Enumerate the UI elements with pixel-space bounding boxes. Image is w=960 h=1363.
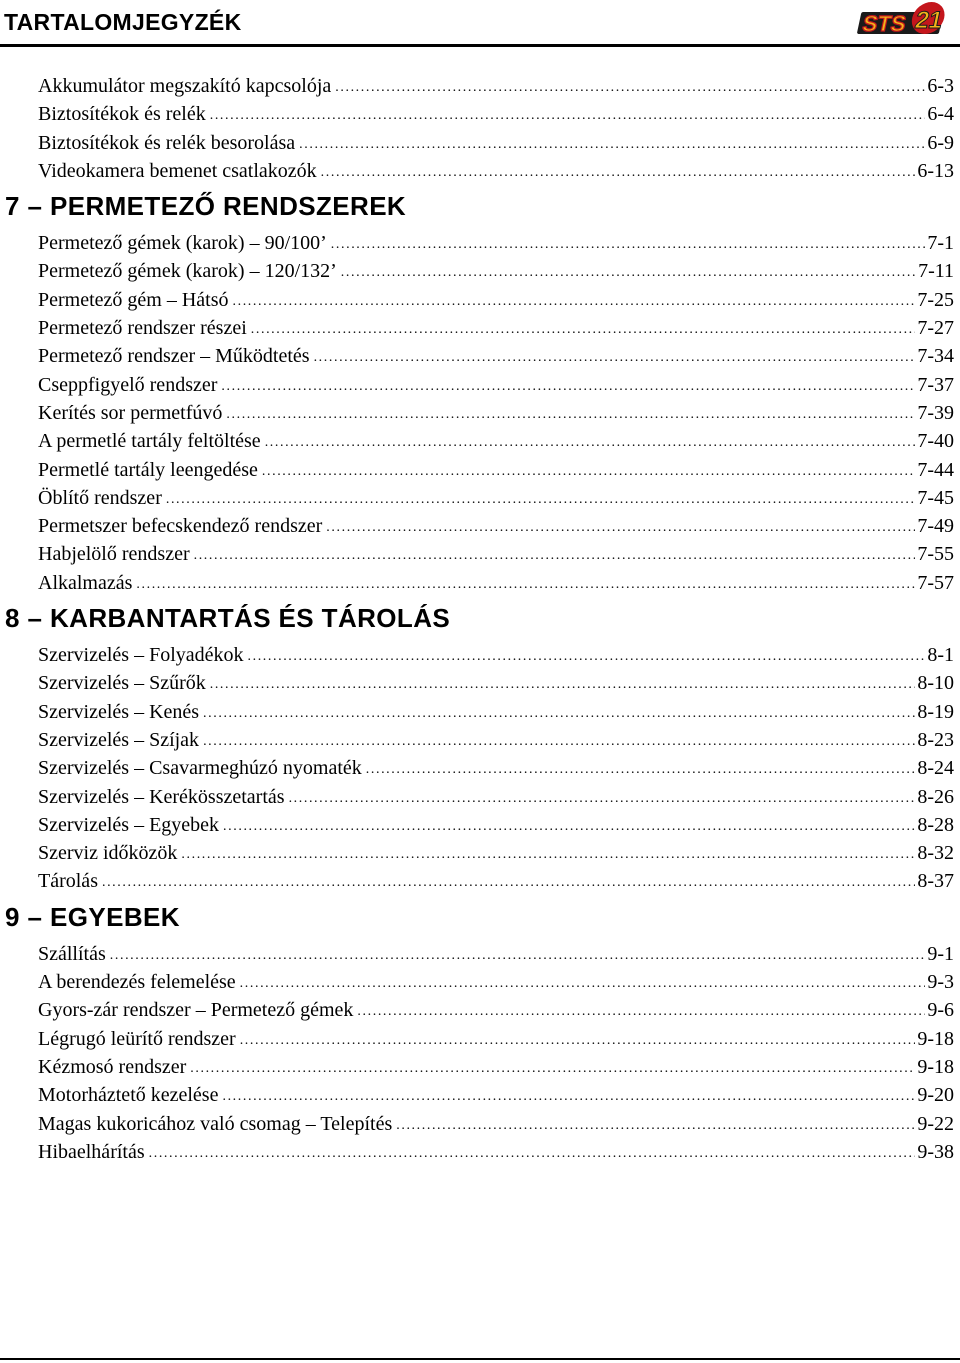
dot-leader	[203, 700, 915, 728]
dot-leader	[233, 288, 916, 316]
toc-entry-page: 9-1	[927, 942, 954, 965]
dot-leader	[166, 486, 915, 514]
toc-entry-title: Szervizelés – Csavarmeghúzó nyomaték	[38, 757, 362, 780]
toc-entry[interactable]	[38, 1138, 954, 1166]
logo-lettering: STS	[860, 11, 909, 36]
toc-entry-title: Szervizelés – Szűrők	[38, 672, 206, 695]
toc-entry-page: 7-45	[917, 486, 954, 509]
toc-entry[interactable]	[38, 100, 954, 128]
toc-entry-title: Hibaelhárítás	[38, 1140, 145, 1163]
toc-entry[interactable]	[38, 257, 954, 285]
toc-entry[interactable]	[38, 641, 954, 669]
toc-entry[interactable]	[38, 286, 954, 314]
toc-entry-page: 9-18	[917, 1027, 954, 1050]
dot-leader	[299, 131, 925, 159]
toc-entry-title: Szállítás	[38, 942, 106, 965]
toc-entry-title: Permetező rendszer részei	[38, 317, 247, 340]
dot-leader	[314, 344, 916, 372]
toc-entry-page: 9-22	[917, 1112, 954, 1135]
toc-entry[interactable]	[38, 698, 954, 726]
dot-leader	[341, 259, 916, 287]
toc-entry-page: 8-19	[917, 700, 954, 723]
toc-entry-page: 9-6	[927, 999, 954, 1022]
toc-entry-page: 7-25	[917, 288, 954, 311]
toc-entry-title: Gyors-zár rendszer – Permetező gémek	[38, 999, 354, 1022]
toc-entry-title: Permetező rendszer – Működtetés	[38, 345, 310, 368]
sts21-logo	[854, 0, 956, 42]
toc-entry[interactable]	[38, 867, 954, 895]
toc-entry[interactable]	[38, 1110, 954, 1138]
dot-leader	[366, 756, 916, 784]
dot-leader	[289, 785, 916, 813]
dot-leader	[221, 373, 915, 401]
toc-entry-title: Permetező gém – Hátsó	[38, 288, 229, 311]
toc-entry[interactable]	[38, 399, 954, 427]
toc-entry-page: 8-23	[917, 728, 954, 751]
page-title: TARTALOMJEGYZÉK	[4, 9, 242, 35]
page-header	[0, 0, 960, 48]
dot-leader	[240, 970, 926, 998]
table-of-contents	[0, 72, 960, 1166]
toc-entry-title: Akkumulátor megszakító kapcsolója	[38, 75, 332, 97]
toc-entry-title: Kerítés sor permetfúvó	[38, 401, 223, 424]
dot-leader	[251, 316, 916, 344]
toc-entry-title: Szerviz időközök	[38, 842, 178, 865]
toc-entry-page: 7-11	[918, 260, 954, 283]
toc-entry-page: 8-32	[917, 842, 954, 865]
toc-entry-page: 7-39	[917, 401, 954, 424]
chapter-heading[interactable]: 8 – KARBANTARTÁS ÉS TÁROLÁS	[5, 603, 451, 634]
toc-entry-title: Légrugó leürítő rendszer	[38, 1027, 236, 1050]
toc-entry-page: 9-18	[917, 1055, 954, 1078]
toc-entry-title: Cseppfigyelő rendszer	[38, 373, 218, 396]
dot-leader	[222, 1083, 915, 1111]
toc-entry-title: Öblítő rendszer	[38, 486, 162, 509]
toc-entry[interactable]	[38, 754, 954, 782]
dot-leader	[136, 571, 915, 599]
dot-leader	[223, 813, 915, 841]
dot-leader	[321, 159, 916, 187]
toc-entry[interactable]	[38, 484, 954, 512]
toc-entry-title: Habjelölő rendszer	[38, 543, 190, 566]
toc-entry-page: 6-13	[917, 159, 954, 182]
dot-leader	[265, 429, 916, 457]
toc-entry-title: Alkalmazás	[38, 571, 133, 594]
dot-leader	[194, 542, 916, 570]
toc-entry-page: 6-3	[927, 75, 954, 97]
dot-leader	[226, 401, 915, 429]
toc-entry-page: 8-26	[917, 785, 954, 808]
toc-entry[interactable]	[38, 940, 954, 968]
toc-entry[interactable]	[38, 726, 954, 754]
toc-entry[interactable]	[38, 839, 954, 867]
toc-entry-page: 8-24	[917, 757, 954, 780]
toc-entry-page: 7-1	[927, 232, 954, 255]
toc-entry-page: 7-40	[917, 430, 954, 453]
toc-entry-title: Motorháztető kezelése	[38, 1084, 219, 1107]
toc-entry-title: A permetlé tartály feltöltése	[38, 430, 261, 453]
chapter-heading[interactable]: 7 – PERMETEZŐ RENDSZEREK	[5, 191, 407, 222]
toc-entry-title: Permetező gémek (karok) – 90/100’	[38, 232, 327, 255]
dot-leader	[149, 1140, 916, 1168]
toc-entry[interactable]	[38, 811, 954, 839]
dot-leader	[102, 869, 915, 897]
toc-entry-title: A berendezés felemelése	[38, 971, 236, 994]
dot-leader	[210, 671, 916, 699]
dot-leader	[248, 643, 926, 671]
toc-entry-page: 6-4	[927, 103, 954, 126]
toc-entry-page: 7-34	[917, 345, 954, 368]
toc-entry-page: 7-27	[917, 317, 954, 340]
toc-entry-title: Szervizelés – Kerékösszetartás	[38, 785, 285, 808]
toc-entry[interactable]	[38, 371, 954, 399]
toc-entry[interactable]	[38, 540, 954, 568]
toc-entry-title: Tárolás	[38, 870, 98, 893]
toc-entry[interactable]	[38, 1025, 954, 1053]
toc-entry-page: 8-1	[927, 644, 954, 667]
dot-leader	[240, 1027, 916, 1055]
dot-leader	[203, 728, 915, 756]
toc-entry-title: Szervizelés – Egyebek	[38, 813, 220, 836]
dot-leader	[396, 1112, 915, 1140]
toc-entry-title: Szervizelés – Szíjak	[38, 728, 200, 751]
dot-leader	[326, 514, 915, 542]
toc-entry-title: Permetlé tartály leengedése	[38, 458, 258, 481]
toc-entry[interactable]	[38, 669, 954, 697]
toc-entry-title: Szervizelés – Folyadékok	[38, 644, 244, 667]
footer-rule	[0, 1358, 960, 1360]
toc-entry-page: 8-10	[917, 672, 954, 695]
toc-entry-title: Szervizelés – Kenés	[38, 700, 200, 723]
dot-leader	[210, 102, 926, 130]
toc-entry-page: 7-57	[917, 571, 954, 594]
chapter-heading[interactable]: 9 – EGYEBEK	[5, 901, 180, 932]
toc-entry[interactable]	[38, 783, 954, 811]
toc-entry-page: 7-44	[917, 458, 954, 481]
toc-entry[interactable]	[38, 314, 954, 342]
toc-entry-page: 9-3	[927, 971, 954, 994]
toc-entry-page: 7-37	[917, 373, 954, 396]
dot-leader	[357, 998, 925, 1026]
toc-entry-title: Videokamera bemenet csatlakozók	[38, 159, 317, 182]
toc-entry-page: 7-49	[917, 515, 954, 538]
toc-entry[interactable]	[38, 72, 954, 100]
dot-leader	[110, 942, 926, 970]
toc-entry[interactable]	[38, 996, 954, 1024]
toc-entry[interactable]	[38, 342, 954, 370]
dot-leader	[262, 458, 915, 486]
dot-leader	[335, 74, 925, 102]
header-rule	[0, 44, 960, 47]
dot-leader	[181, 841, 915, 869]
toc-entry[interactable]	[38, 456, 954, 484]
dot-leader	[190, 1055, 915, 1083]
toc-entry-title: Magas kukoricához való csomag – Telepítés	[38, 1112, 393, 1135]
toc-entry[interactable]	[38, 968, 954, 996]
toc-entry[interactable]	[38, 569, 954, 597]
toc-entry[interactable]	[38, 427, 954, 455]
toc-entry[interactable]	[38, 157, 954, 185]
dot-leader	[331, 231, 926, 259]
toc-entry-page: 7-55	[917, 543, 954, 566]
toc-entry-page: 8-37	[917, 870, 954, 893]
toc-entry-page: 9-38	[917, 1140, 954, 1163]
toc-entry-title: Biztosítékok és relék besorolása	[38, 131, 296, 154]
toc-entry[interactable]	[38, 512, 954, 540]
toc-entry[interactable]	[38, 129, 954, 157]
toc-entry-page: 6-9	[927, 131, 954, 154]
svg-text:21: 21	[912, 7, 946, 34]
toc-entry-title: Permetszer befecskendező rendszer	[38, 515, 323, 538]
toc-entry-title: Permetező gémek (karok) – 120/132’	[38, 260, 337, 283]
toc-entry[interactable]	[38, 229, 954, 257]
toc-entry-title: Biztosítékok és relék	[38, 103, 206, 126]
toc-entry-title: Kézmosó rendszer	[38, 1055, 187, 1078]
toc-entry[interactable]	[38, 1081, 954, 1109]
toc-entry-page: 9-20	[917, 1084, 954, 1107]
toc-entry-page: 8-28	[917, 813, 954, 836]
toc-entry[interactable]	[38, 1053, 954, 1081]
